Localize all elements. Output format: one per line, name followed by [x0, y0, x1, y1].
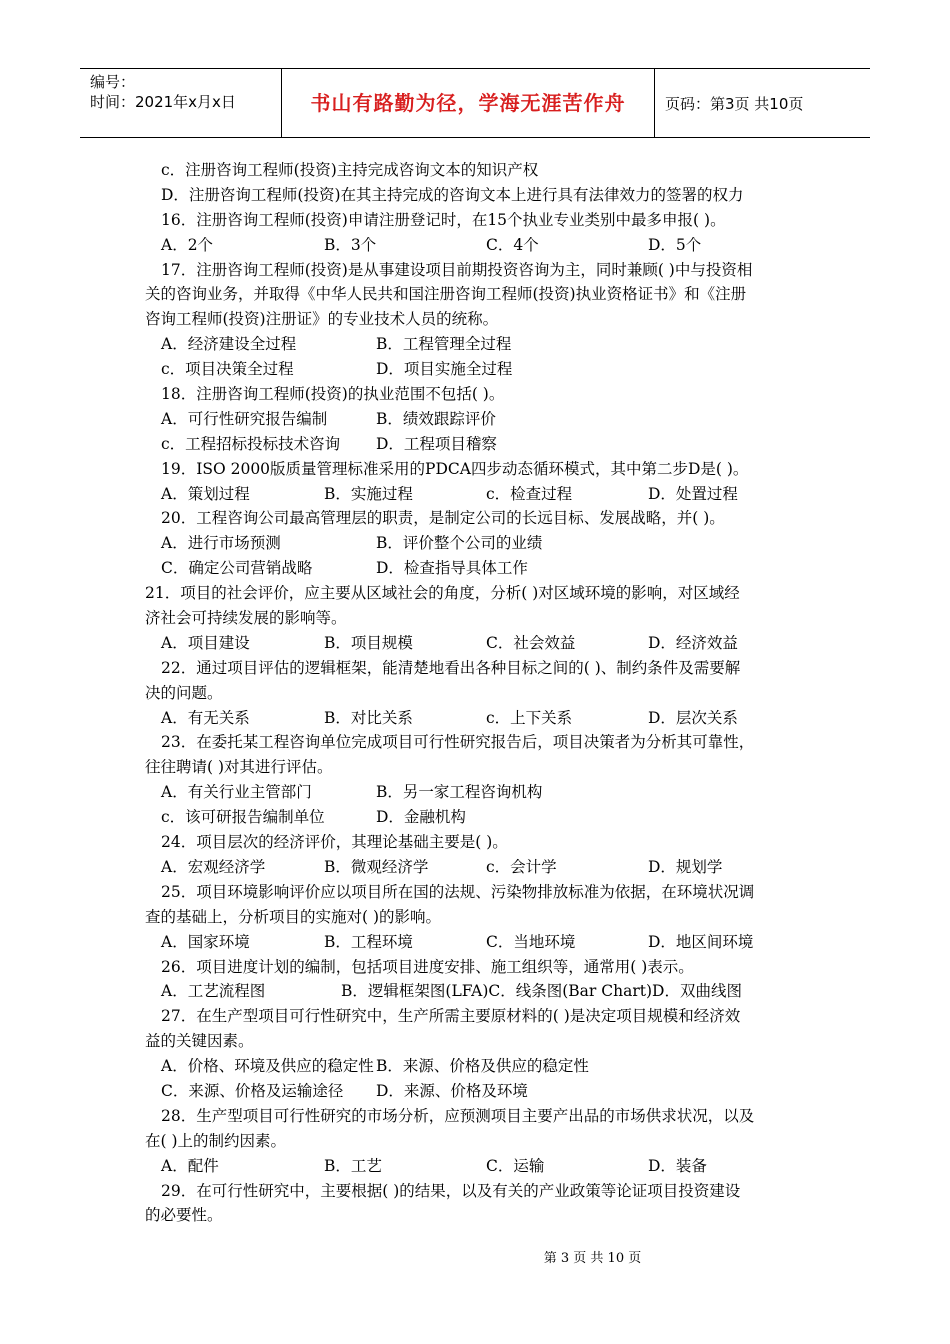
option-item: A．工艺流程图: [161, 982, 266, 1001]
text-line: 22．通过项目评估的逻辑框架，能清楚地看出各种目标之间的( )、制约条件及需要解: [161, 658, 741, 677]
question-content: [145, 158, 810, 1228]
options-row: [145, 706, 810, 731]
option-item: A．价格、环境及供应的稳定性: [161, 1057, 374, 1076]
option-item: B．绩效跟踪评价: [376, 409, 496, 428]
options-row: [145, 407, 810, 432]
option-item: C．确定公司营销战略: [161, 559, 313, 578]
option-item: D．处置过程: [648, 484, 738, 503]
option-item: c．检查过程: [486, 484, 573, 503]
options-row: [145, 1054, 810, 1079]
option-item: B．逻辑框架图(LFA)C．线条图(Bar Chart)D．双曲线图: [341, 982, 742, 1001]
text-line: 关的咨询业务，并取得《中华人民共和国注册咨询工程师(投资)执业资格证书》和《注册: [145, 285, 747, 304]
options-row: [145, 531, 810, 556]
page-footer: [0, 1247, 950, 1266]
options-row: [145, 979, 810, 1004]
text-line: D．注册咨询工程师(投资)在其主持完成的咨询文本上进行具有法律效力的签署的权力: [161, 185, 744, 204]
option-item: D．金融机构: [376, 808, 466, 827]
option-item: c．会计学: [486, 857, 557, 876]
options-row: [145, 1079, 810, 1104]
text-line: 27．在生产型项目可行性研究中，生产所需主要原材料的( )是决定项目规模和经济效: [161, 1007, 741, 1026]
option-item: A．国家环境: [161, 932, 250, 951]
text-line: 16．注册咨询工程师(投资)申请注册登记时，在15个执业专业类别中最多申报( )。: [161, 210, 726, 229]
option-item: A．项目建设: [161, 633, 250, 652]
options-row: [145, 233, 810, 258]
text-line: 20．工程咨询公司最高管理层的职责，是制定公司的长远目标、发展战略，并( )。: [161, 509, 725, 528]
text-line: 28．生产型项目可行性研究的市场分析，应预测项目主要产出品的市场供求状况，以及: [161, 1106, 755, 1125]
option-item: D．装备: [648, 1156, 707, 1175]
option-item: A．宏观经济学: [161, 857, 266, 876]
options-row: [145, 855, 810, 880]
option-item: B．对比关系: [324, 708, 413, 727]
option-item: B．微观经济学: [324, 857, 429, 876]
option-item: c．上下关系: [486, 708, 573, 727]
option-item: B．3个: [324, 235, 377, 254]
option-item: B．工艺: [324, 1156, 382, 1175]
option-item: B．工程管理全过程: [376, 335, 512, 354]
option-item: B．评价整个公司的业绩: [376, 534, 543, 553]
option-item: D．地区间环境: [648, 932, 754, 951]
option-item: c．项目决策全过程: [161, 360, 294, 379]
header-left-cell: [80, 69, 282, 137]
text-line: c．注册咨询工程师(投资)主持完成咨询文本的知识产权: [161, 161, 539, 179]
option-item: c．该可研报告编制单位: [161, 808, 325, 827]
text-line: 咨询工程师(投资)注册证》的专业技术人员的统称。: [145, 310, 499, 329]
options-row: [145, 357, 810, 382]
option-item: B．工程环境: [324, 932, 413, 951]
option-item: D．规划学: [648, 857, 723, 876]
text-line: 的必要性。: [145, 1206, 223, 1225]
option-item: c．工程招标投标技术咨询: [161, 434, 341, 453]
options-row: [145, 556, 810, 581]
option-item: A．经济建设全过程: [161, 335, 297, 354]
text-line: 24．项目层次的经济评价，其理论基础主要是( )。: [161, 833, 508, 852]
text-line: 济社会可持续发展的影响等。: [145, 609, 347, 628]
option-item: A．进行市场预测: [161, 534, 281, 553]
text-line: 29．在可行性研究中，主要根据( )的结果，以及有关的产业政策等论证项目投资建设: [161, 1181, 741, 1200]
text-line: 19．ISO 2000版质量管理标准采用的PDCA四步动态循环模式，其中第二步D是( )。: [161, 459, 749, 478]
options-row: [145, 780, 810, 805]
page-header: [80, 68, 870, 138]
text-line: 21．项目的社会评价，应主要从区域社会的角度，分析( )对区域环境的影响，对区域经: [145, 584, 740, 603]
option-item: A．可行性研究报告编制: [161, 409, 328, 428]
option-item: C．当地环境: [486, 932, 576, 951]
text-line: 决的问题。: [145, 683, 223, 702]
time-label: 时间：2021年x月x日: [90, 93, 236, 111]
option-item: A．有无关系: [161, 708, 250, 727]
option-item: D．来源、价格及环境: [376, 1081, 528, 1100]
option-item: D．层次关系: [648, 708, 738, 727]
option-item: A．策划过程: [161, 484, 250, 503]
option-item: A．有关行业主管部门: [161, 783, 312, 802]
options-row: [145, 631, 810, 656]
option-item: A．2个: [161, 235, 214, 254]
option-item: D．项目实施全过程: [376, 360, 513, 379]
footer-page-number: 第 3 页 共 10 页: [543, 1251, 642, 1266]
option-item: B．实施过程: [324, 484, 413, 503]
options-row: [145, 930, 810, 955]
number-label: 编号：: [90, 73, 136, 91]
text-line: 往往聘请( )对其进行评估。: [145, 758, 333, 777]
text-line: 17．注册咨询工程师(投资)是从事建设项目前期投资咨询为主，同时兼顾( )中与投资相: [161, 260, 753, 279]
option-item: D．检查指导具体工作: [376, 559, 528, 578]
options-row: [145, 432, 810, 457]
text-line: 26．项目进度计划的编制，包括项目进度安排、施工组织等，通常用( )表示。: [161, 957, 694, 976]
text-line: 在( )上的制约因素。: [145, 1131, 287, 1150]
option-item: B．另一家工程咨询机构: [376, 783, 543, 802]
options-row: [145, 1154, 810, 1179]
option-item: B．来源、价格及供应的稳定性: [376, 1057, 589, 1076]
page-number-label: 页码：第3页 共10页: [665, 95, 804, 113]
text-line: 益的关键因素。: [145, 1032, 254, 1051]
text-line: 查的基础上，分析项目的实施对( )的影响。: [145, 907, 442, 926]
option-item: D．工程项目稽察: [376, 434, 497, 453]
header-page-cell: [655, 69, 870, 137]
option-item: C．4个: [486, 235, 539, 254]
options-row: [145, 805, 810, 830]
option-item: C．来源、价格及运输途径: [161, 1081, 344, 1100]
motto-text: 书山有路勤为径，学海无涯苦作舟: [310, 91, 626, 115]
option-item: A．配件: [161, 1156, 219, 1175]
option-item: C．运输: [486, 1156, 545, 1175]
text-line: 18．注册咨询工程师(投资)的执业范围不包括( )。: [161, 385, 505, 404]
option-item: D．经济效益: [648, 633, 738, 652]
options-row: [145, 332, 810, 357]
text-line: 25．项目环境影响评价应以项目所在国的法规、污染物排放标准为依据，在环境状况调: [161, 882, 755, 901]
options-row: [145, 482, 810, 507]
option-item: D．5个: [648, 235, 702, 254]
header-motto-cell: [282, 69, 655, 137]
option-item: B．项目规模: [324, 633, 413, 652]
option-item: C．社会效益: [486, 633, 576, 652]
text-line: 23．在委托某工程咨询单位完成项目可行性研究报告后，项目决策者为分析其可靠性，: [161, 733, 755, 752]
